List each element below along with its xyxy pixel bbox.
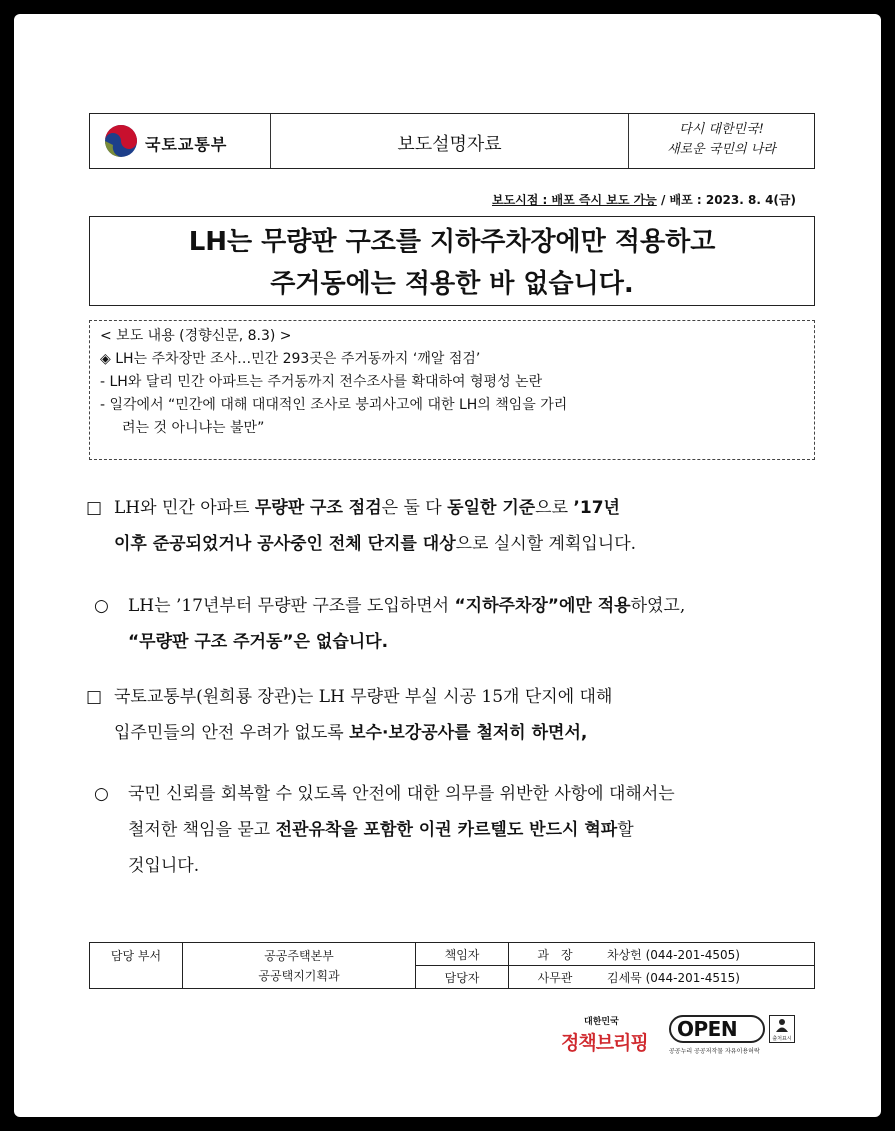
- ministry-name: 국토교통부: [145, 135, 228, 154]
- circle-bullet: ○: [94, 596, 109, 616]
- report-summary-box: [89, 320, 815, 460]
- slogan-line-2: 새로운 국민의 나라: [667, 142, 776, 157]
- summary-bullet: ◈ LH는 주차장만 조사…민간 293곳은 주거동까지 ‘깨알 점검’: [100, 351, 481, 367]
- open-caption: 공공누리 공공저작물 자유이용허락: [669, 1048, 760, 1055]
- person-cell: 김세묵 (044-201-4515): [601, 966, 815, 989]
- press-release-page: [14, 14, 881, 1117]
- emphasis: 이후 준공되었거나 공사중인 전체 단지를 대상: [114, 534, 456, 554]
- position-cell: 사무관: [509, 966, 602, 989]
- emphasis: ’17년: [573, 498, 620, 518]
- emphasis: “지하주차장”에만 적용: [454, 596, 631, 616]
- text-run: LH와 민간 아파트: [114, 498, 255, 518]
- briefing-label: 정책브리핑: [561, 1032, 648, 1054]
- slogan-line-1: 다시 대한민국!: [679, 122, 764, 137]
- role-cell: 담당자: [416, 966, 509, 989]
- header-box: [89, 113, 815, 169]
- dept-cell: [183, 943, 416, 989]
- slogan: [639, 120, 804, 160]
- person-icon: [775, 1018, 789, 1032]
- emphasis: 보수·보강공사를 철저히 하면서,: [349, 723, 588, 743]
- text-run: 하였고,: [630, 596, 686, 616]
- open-license-logo: [669, 1015, 799, 1061]
- emphasis: 전관유착을 포함한 이권 카르텔도 반드시 혁파: [275, 820, 618, 840]
- policy-briefing-logo: [559, 1014, 659, 1064]
- paragraph-3-text: [114, 679, 816, 751]
- table-row: [90, 943, 815, 966]
- summary-item-2-cont: 려는 것 아니냐는 불만”: [122, 420, 265, 436]
- title-line-1: LH는 무량판 구조를 지하주차장에만 적용하고: [188, 227, 716, 257]
- title-line-2: 주거동에는 적용한 바 없습니다.: [270, 269, 634, 299]
- paragraph-2: [94, 588, 816, 660]
- ministry-logo-icon: [104, 124, 138, 158]
- text-run: 할: [617, 820, 634, 840]
- emphasis: 동일한 기준: [447, 498, 536, 518]
- paragraph-1: [86, 490, 816, 562]
- briefing-small-label: 대한민국: [584, 1017, 619, 1027]
- release-timing: 보도시점 : 배포 즉시 보도 가능: [491, 193, 657, 207]
- text-run: 입주민들의 안전 우려가 없도록: [114, 723, 350, 743]
- paragraph-4: [94, 776, 816, 884]
- attribution-badge: [769, 1015, 795, 1043]
- paragraph-3: [86, 679, 816, 751]
- text-run: 것입니다.: [128, 856, 200, 876]
- text-run: LH는 ’17년부터 무량판 구조를 도입하면서: [128, 596, 455, 616]
- dept-label-cell: 담당 부서: [90, 943, 183, 989]
- text-run: 으로: [535, 498, 574, 518]
- contact-table: [89, 942, 815, 989]
- slogan-cell: [628, 114, 814, 168]
- text-run: 철저한 책임을 묻고: [128, 820, 276, 840]
- dept-name-1: 공공주택본부: [264, 948, 334, 963]
- paragraph-2-text: [128, 588, 816, 660]
- ministry-cell: [90, 114, 271, 168]
- circle-bullet: ○: [94, 784, 109, 804]
- summary-item-1: - LH와 달리 민간 아파트는 주거동까지 전수조사를 확대하여 형평성 논란: [100, 374, 543, 390]
- summary-item-2: - 일각에서 “민간에 대해 대대적인 조사로 붕괴사고에 대한 LH의 책임을 가리: [100, 397, 568, 413]
- document-type: 보도설명자료: [397, 134, 502, 155]
- text-run: 은 둘 다: [381, 498, 448, 518]
- release-info: [492, 191, 796, 208]
- text-run: 국토교통부(원희룡 장관)는 LH 무량판 부실 시공 15개 단지에 대해: [114, 687, 613, 707]
- open-label: OPEN: [677, 1017, 738, 1041]
- text-run: 으로 실시할 계획입니다.: [455, 534, 637, 554]
- square-bullet: □: [86, 687, 103, 707]
- attribution-label: 출처표시: [772, 1036, 792, 1042]
- title-box: [89, 216, 815, 306]
- text-run: 국민 신뢰를 회복할 수 있도록 안전에 대한 의무를 위반한 사항에 대해서는: [128, 784, 675, 804]
- paragraph-1-text: [114, 490, 816, 562]
- paragraph-4-text: [128, 776, 816, 884]
- position-cell: 과 장: [509, 943, 602, 966]
- emphasis: 무량판 구조 점검: [254, 498, 382, 518]
- summary-heading: < 보도 내용 (경향신문, 8.3) >: [100, 328, 292, 344]
- release-date: / 배포 : 2023. 8. 4(금): [656, 193, 796, 207]
- person-cell: 차상헌 (044-201-4505): [601, 943, 815, 966]
- dept-name-2: 공공택지기획과: [258, 968, 340, 983]
- emphasis: “무량판 구조 주거동”은 없습니다.: [128, 632, 389, 652]
- square-bullet: □: [86, 498, 103, 518]
- role-cell: 책임자: [416, 943, 509, 966]
